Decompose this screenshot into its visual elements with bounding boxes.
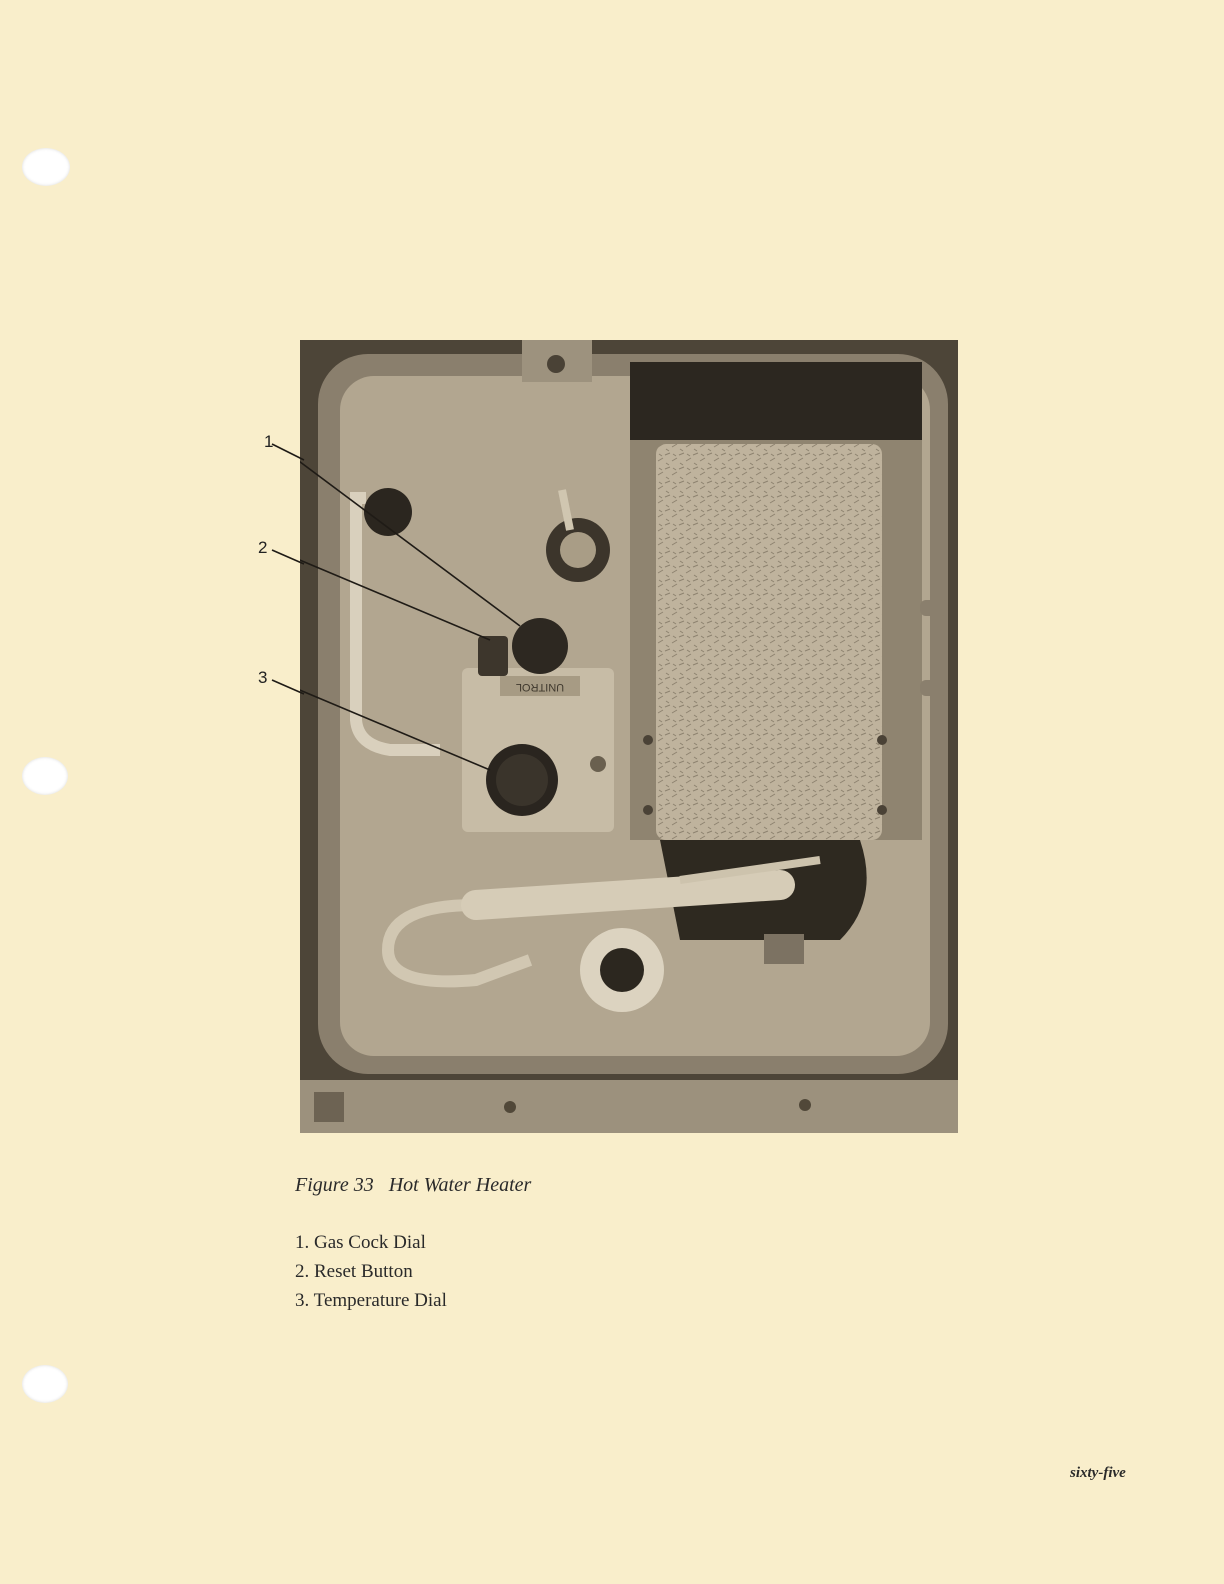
callout-2: 2 bbox=[258, 538, 268, 557]
punch-hole-top bbox=[22, 148, 70, 186]
photo-illustration bbox=[300, 340, 958, 1133]
bottom-screw-2 bbox=[799, 1099, 811, 1111]
callout-1: 1 bbox=[264, 432, 274, 451]
figure-title: Hot Water Heater bbox=[388, 1174, 532, 1196]
legend-number: 2. bbox=[295, 1261, 310, 1282]
hot-water-heater-photo bbox=[300, 340, 958, 1133]
legend-label: Gas Cock Dial bbox=[314, 1232, 426, 1253]
legend-label: Reset Button bbox=[314, 1261, 413, 1282]
page-folio: sixty-five bbox=[1070, 1465, 1126, 1481]
callout-3: 3 bbox=[258, 668, 268, 687]
legend-item bbox=[295, 1286, 447, 1315]
legend-number: 3. bbox=[295, 1290, 310, 1311]
legend-item bbox=[295, 1257, 447, 1286]
figure-caption bbox=[295, 1174, 531, 1197]
figure-legend bbox=[295, 1228, 447, 1315]
bottom-screw-1 bbox=[504, 1101, 516, 1113]
legend-label: Temperature Dial bbox=[313, 1290, 447, 1311]
legend-number: 1. bbox=[295, 1232, 310, 1253]
punch-hole-bottom bbox=[22, 1365, 68, 1403]
legend-item bbox=[295, 1228, 447, 1257]
leader-lines bbox=[270, 440, 330, 740]
figure-number: Figure 33 bbox=[295, 1174, 374, 1196]
control-plate-label: UNITROL bbox=[515, 681, 565, 693]
punch-hole-middle bbox=[22, 757, 68, 795]
